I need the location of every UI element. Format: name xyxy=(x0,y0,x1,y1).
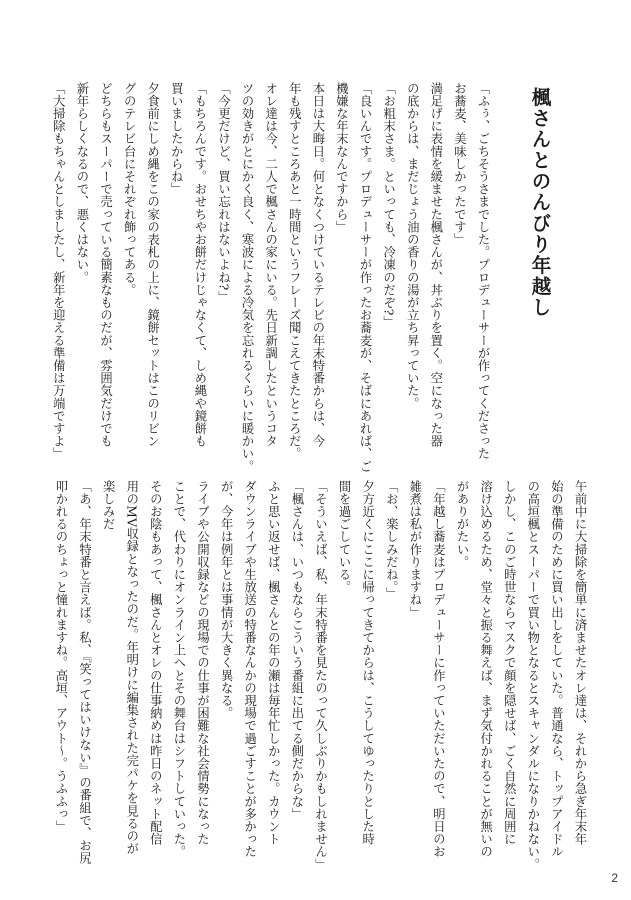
text-line: 機嫌な年末なんですから」 xyxy=(334,82,349,234)
text-line: 満足げに表情を緩ませた楓さんが、丼ぶりを置く。空になった器 xyxy=(428,82,443,448)
text-line: 「もちろんです。おせちやお餅だけじゃなくて、しめ縄や鏡餅も xyxy=(192,82,207,448)
text-line: ことで、代わりにオンライン上へとその舞台はシフトしていった。 xyxy=(171,480,186,858)
text-line: 「あ、年末特番と言えば。私、『笑ってはいけない』の番組で、お尻 xyxy=(77,480,92,865)
text-block-upper xyxy=(46,82,494,473)
text-line: の高垣楓とスーパーで買い物となるとスキャンダルになりかねない。 xyxy=(525,480,540,871)
text-line: がありがたい。 xyxy=(455,480,470,569)
text-line: 「年越し蕎麦はプロデューサーに作っていただいたので、明日のお xyxy=(431,480,446,858)
text-line: 「今更だけど、買い忘れはないよね?」 xyxy=(216,82,231,304)
text-line: 買いましたからね」 xyxy=(169,82,184,196)
text-line: しかし、このご時世ならマスクで顔を隠せば、ごく自然に周囲に xyxy=(502,480,517,846)
text-line: ライブや公開収録などの現場での仕事が困難な社会情勢になった xyxy=(195,480,210,846)
text-line: 本日は大晦日。何となくつけているテレビの年末特番からは、今 xyxy=(310,82,325,448)
text-line: 溶け込めるため、堂々と振る舞えば、まず気付かれることが無いの xyxy=(478,480,493,858)
page-number: 2 xyxy=(611,871,618,885)
text-line: お蕎麦、美味しかったです」 xyxy=(452,82,467,246)
text-line: ふと思い返せば、楓さんとの年の瀬は毎年忙しかった。カウント xyxy=(266,480,281,846)
page-title: 楓さんとのんびり年越し xyxy=(528,87,552,318)
text-line: の底からは、まだじょう油の香りの湯が立ち昇っていた。 xyxy=(405,82,420,410)
text-line: 楽しみだ xyxy=(101,480,116,531)
text-line: 年も残すところあと一時間というフレーズ聞こえてきたところだ。 xyxy=(287,82,302,460)
text-line: 「良いんです。プロデューサーが作ったお蕎麦が、そばにあれば、ご xyxy=(358,82,373,473)
text-line: 間を過ごしている。 xyxy=(337,480,352,594)
text-line: ツの効きがとにかく良く、寒波による冷気を忘れるくらいに暖かい。 xyxy=(240,82,255,473)
text-line: 叩かれるのちょっと憧れますね。高垣、アウト〜。うふふっ」 xyxy=(53,480,68,833)
text-line: ダウンライブや生放送の特番なんかの現場で過ごすことが多かった xyxy=(242,480,257,858)
text-line: 始の準備のために買い出しをしていた。普通なら、トップアイドル xyxy=(549,480,564,858)
text-line: オレ達は今、二人で楓さんの家にいる。先日新調したというコタ xyxy=(263,82,278,448)
text-line: 「お粗末さま。といっても、冷凍のだぞ?」 xyxy=(381,82,396,329)
text-line: 雑煮は私が作りますね」 xyxy=(407,480,422,619)
text-line: そのお陰もあって、楓さんとオレの仕事納めは昨日のネット配信 xyxy=(148,480,163,846)
text-line: 新年らしくなるので、悪くはない。 xyxy=(74,82,89,284)
text-line: 「大掃除もちゃんとしましたし、新年を迎える準備は万端ですよ」 xyxy=(51,82,66,460)
text-block-lower xyxy=(48,480,591,871)
text-line: 夕方近くにここに帰ってきてからは、こうしてゆったりとした時 xyxy=(360,480,375,846)
text-line: 用のMV収録となったのだ。年明けに編集された完パケを見るのが xyxy=(124,480,139,855)
text-line: 「お、楽しみだね。」 xyxy=(384,480,399,600)
text-line: が、今年は例年とは事情が大きく異なる。 xyxy=(219,480,234,720)
text-line: 夕食前にしめ縄をこの家の表札の上に、鏡餅セットはこのリビン xyxy=(145,82,160,448)
text-line: どちらもスーパーで売っている簡素なものだが、雰囲気だけでも xyxy=(98,82,113,448)
text-line: 「楓さんは、いつもならこういう番組に出てる側だからな」 xyxy=(289,480,304,821)
text-line: グのテレビ台にそれぞれ飾ってある。 xyxy=(122,82,137,297)
text-line: 「ふぅ、ごちそうさまでした。プロデューサーが作ってくださった xyxy=(476,82,490,460)
text-line: 午前中に大掃除を簡単に済ませたオレ達は、それから急ぎ年末年 xyxy=(573,480,587,846)
text-line: 「そういえば、私、年末特番を見たのって久しぶりかもしれません」 xyxy=(313,480,328,871)
